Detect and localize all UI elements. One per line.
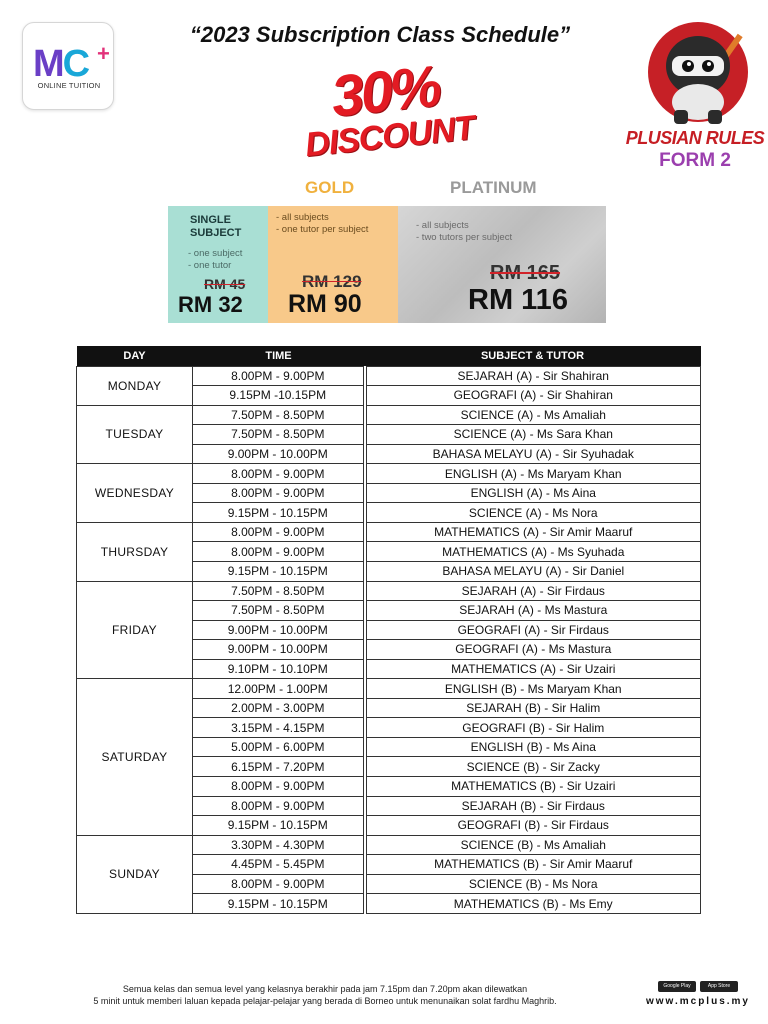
time-cell: 9.15PM - 10.15PM (193, 561, 365, 581)
time-cell: 9.15PM - 10.15PM (193, 894, 365, 914)
subject-tutor-cell: GEOGRAFI (B) - Sir Firdaus (365, 816, 701, 836)
time-cell: 9.15PM - 10.15PM (193, 816, 365, 836)
time-cell: 9.15PM -10.15PM (193, 386, 365, 406)
header-time: TIME (193, 346, 365, 366)
day-cell: SUNDAY (77, 835, 193, 913)
feature-item: - all subjects (416, 220, 469, 231)
time-cell: 2.00PM - 3.00PM (193, 698, 365, 718)
footnote-line: Semua kelas dan semua level yang kelasnya berakhir pada jam 7.15pm dan 7.20pm akan dilewatkan (122, 984, 528, 994)
logo-letter-c: C (62, 43, 89, 85)
time-cell: 7.50PM - 8.50PM (193, 405, 365, 425)
single-new-price: RM 32 (178, 292, 243, 317)
day-cell: SATURDAY (77, 679, 193, 835)
subject-tutor-cell: ENGLISH (A) - Ms Aina (365, 483, 701, 503)
time-cell: 8.00PM - 9.00PM (193, 483, 365, 503)
subject-tutor-cell: SCIENCE (B) - Ms Nora (365, 874, 701, 894)
subject-tutor-cell: GEOGRAFI (A) - Ms Mastura (365, 640, 701, 660)
app-store-badge[interactable]: App Store (700, 981, 738, 992)
time-cell: 8.00PM - 9.00PM (193, 776, 365, 796)
tier-label-gold: GOLD (305, 178, 355, 197)
subject-tutor-cell: BAHASA MELAYU (A) - Sir Syuhadak (365, 444, 701, 464)
time-cell: 4.45PM - 5.45PM (193, 855, 365, 875)
store-badges (658, 981, 738, 993)
price-card-platinum (398, 206, 606, 323)
discount-label: DISCOUNT (303, 108, 477, 165)
page-title: “2023 Subscription Class Schedule” (189, 22, 571, 47)
subject-tutor-cell: SEJARAH (A) - Ms Mastura (365, 601, 701, 621)
subject-tutor-cell: SCIENCE (B) - Sir Zacky (365, 757, 701, 777)
subject-tutor-cell: MATHEMATICS (A) - Ms Syuhada (365, 542, 701, 562)
day-cell: TUESDAY (77, 405, 193, 464)
subject-tutor-cell: SEJARAH (A) - Sir Firdaus (365, 581, 701, 601)
time-cell: 3.30PM - 4.30PM (193, 835, 365, 855)
time-cell: 9.00PM - 10.00PM (193, 640, 365, 660)
time-cell: 9.15PM - 10.15PM (193, 503, 365, 523)
price-card-gold (268, 206, 398, 323)
subject-tutor-cell: BAHASA MELAYU (A) - Sir Daniel (365, 561, 701, 581)
subject-tutor-cell: SCIENCE (A) - Ms Sara Khan (365, 425, 701, 445)
table-row (77, 581, 701, 601)
table-row (77, 405, 701, 425)
subject-tutor-cell: GEOGRAFI (A) - Sir Firdaus (365, 620, 701, 640)
tier-label-platinum: PLATINUM (450, 178, 537, 197)
day-cell: MONDAY (77, 366, 193, 405)
logo-letter-m: M (33, 43, 63, 85)
subject-tutor-cell: SEJARAH (B) - Sir Firdaus (365, 796, 701, 816)
subject-tutor-cell: ENGLISH (A) - Ms Maryam Khan (365, 464, 701, 484)
platinum-old-price: RM 165 (490, 262, 561, 284)
schedule-table (76, 346, 701, 914)
subject-tutor-cell: GEOGRAFI (A) - Sir Shahiran (365, 386, 701, 406)
time-cell: 12.00PM - 1.00PM (193, 679, 365, 699)
day-cell: FRIDAY (77, 581, 193, 679)
table-header-row (77, 346, 701, 366)
subject-tutor-cell: SCIENCE (A) - Ms Nora (365, 503, 701, 523)
feature-item: - one tutor (188, 260, 232, 271)
table-row (77, 366, 701, 386)
subject-tutor-cell: SEJARAH (A) - Sir Shahiran (365, 366, 701, 386)
subject-tutor-cell: SCIENCE (A) - Ms Amaliah (365, 405, 701, 425)
table-row (77, 464, 701, 484)
subject-tutor-cell: SCIENCE (B) - Ms Amaliah (365, 835, 701, 855)
single-old-price: RM 45 (204, 276, 246, 292)
logo-mark (33, 43, 88, 86)
time-cell: 8.00PM - 9.00PM (193, 366, 365, 386)
google-play-badge[interactable]: Google Play (658, 981, 696, 992)
subject-tutor-cell: MATHEMATICS (A) - Sir Uzairi (365, 659, 701, 679)
feature-item: - one subject (188, 248, 243, 259)
time-cell: 5.00PM - 6.00PM (193, 737, 365, 757)
time-cell: 8.00PM - 9.00PM (193, 522, 365, 542)
footnote-line: 5 minit untuk memberi laluan kepada pelajar-pelajar yang berada di Borneo untuk menunaikan solat fardhu Maghrib. (93, 996, 557, 1006)
time-cell: 7.50PM - 8.50PM (193, 581, 365, 601)
price-card-single (168, 206, 268, 323)
time-cell: 9.00PM - 10.00PM (193, 620, 365, 640)
time-cell: 7.50PM - 8.50PM (193, 425, 365, 445)
table-row (77, 522, 701, 542)
time-cell: 8.00PM - 9.00PM (193, 464, 365, 484)
footnote (40, 983, 610, 1007)
feature-item: - two tutors per subject (416, 232, 513, 243)
single-heading: SINGLE SUBJECT (190, 214, 242, 239)
table-row (77, 835, 701, 855)
day-cell: WEDNESDAY (77, 464, 193, 523)
logo-subtitle: ONLINE TUITION (37, 81, 101, 90)
time-cell: 6.15PM - 7.20PM (193, 757, 365, 777)
brand-logo (22, 22, 114, 110)
mascot-title: PLUSIAN RULES (625, 128, 765, 148)
time-cell: 8.00PM - 9.00PM (193, 796, 365, 816)
subject-tutor-cell: MATHEMATICS (B) - Sir Uzairi (365, 776, 701, 796)
time-cell: 8.00PM - 9.00PM (193, 874, 365, 894)
discount-percent: 30% (328, 53, 442, 130)
time-cell: 3.15PM - 4.15PM (193, 718, 365, 738)
subject-tutor-cell: GEOGRAFI (B) - Sir Halim (365, 718, 701, 738)
platinum-new-price: RM 116 (468, 284, 568, 316)
form-level: FORM 2 (659, 150, 731, 171)
logo-plus: + (97, 41, 110, 66)
single-features (188, 248, 242, 272)
ninja-mascot-icon (638, 16, 758, 128)
subject-tutor-cell: MATHEMATICS (B) - Sir Amir Maaruf (365, 855, 701, 875)
website-link[interactable]: www.mcplus.my (646, 996, 750, 1007)
time-cell: 9.00PM - 10.00PM (193, 444, 365, 464)
day-cell: THURSDAY (77, 522, 193, 581)
feature-item: - one tutor per subject (276, 224, 369, 235)
time-cell: 9.10PM - 10.10PM (193, 659, 365, 679)
subject-tutor-cell: MATHEMATICS (B) - Ms Emy (365, 894, 701, 914)
subject-tutor-cell: ENGLISH (B) - Ms Maryam Khan (365, 679, 701, 699)
table-row (77, 679, 701, 699)
time-cell: 7.50PM - 8.50PM (193, 601, 365, 621)
platinum-features (416, 220, 512, 244)
header-subject-tutor: SUBJECT & TUTOR (365, 346, 701, 366)
subject-tutor-cell: MATHEMATICS (A) - Sir Amir Maaruf (365, 522, 701, 542)
feature-item: - all subjects (276, 212, 329, 223)
subject-tutor-cell: SEJARAH (B) - Sir Halim (365, 698, 701, 718)
gold-old-price: RM 129 (302, 272, 362, 291)
time-cell: 8.00PM - 9.00PM (193, 542, 365, 562)
gold-new-price: RM 90 (288, 290, 362, 318)
schedule-body (77, 366, 701, 913)
gold-features (276, 212, 368, 236)
subject-tutor-cell: ENGLISH (B) - Ms Aina (365, 737, 701, 757)
header-day: DAY (77, 346, 193, 366)
